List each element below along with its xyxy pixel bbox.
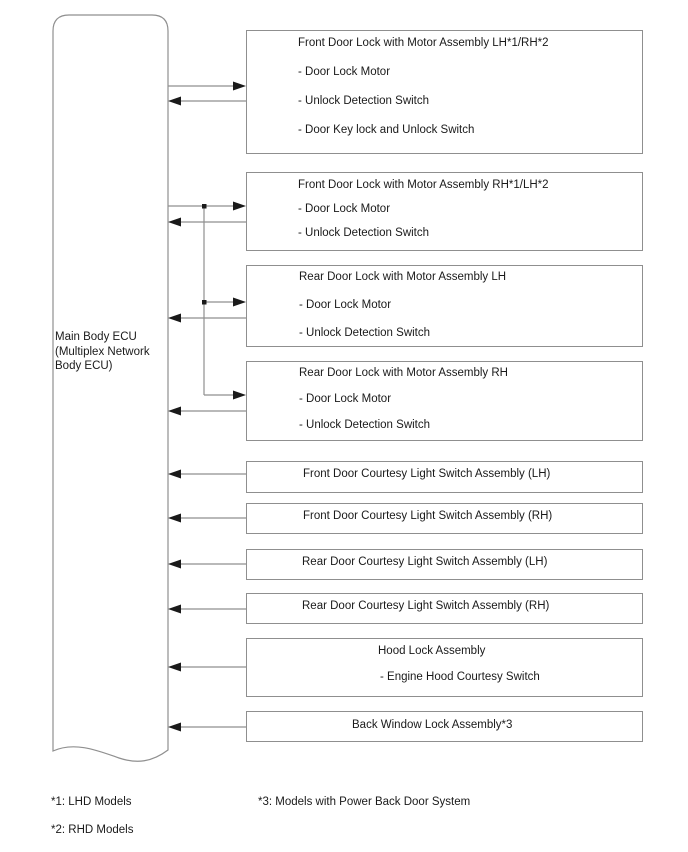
- arrow-left-icon: [168, 97, 181, 106]
- arrow-right-icon: [233, 202, 246, 211]
- box-title: Rear Door Lock with Motor Assembly RH: [299, 367, 508, 379]
- box-title: Hood Lock Assembly: [378, 645, 486, 657]
- arrow-left-icon: [168, 723, 181, 732]
- box-item: - Unlock Detection Switch: [298, 95, 430, 107]
- box-title: Front Door Courtesy Light Switch Assembly (LH): [303, 468, 551, 480]
- arrow-left-icon: [168, 218, 181, 227]
- arrow-left-icon: [168, 605, 181, 614]
- arrow-left-icon: [168, 470, 181, 479]
- arrow-right-icon: [233, 82, 246, 91]
- box-item: - Door Lock Motor: [298, 66, 391, 78]
- box-item: - Door Lock Motor: [299, 299, 392, 311]
- footnote-power-back-door: *3: Models with Power Back Door System: [258, 796, 471, 808]
- box-item: - Unlock Detection Switch: [298, 227, 430, 239]
- box-item: - Unlock Detection Switch: [299, 419, 431, 431]
- footnote-rhd: *2: RHD Models: [51, 824, 134, 836]
- box-title: Rear Door Courtesy Light Switch Assembly (RH): [302, 600, 550, 612]
- arrow-right-icon: [233, 298, 246, 307]
- box-title: Front Door Lock with Motor Assembly LH*1/RH*2: [298, 37, 549, 49]
- box-front-door-courtesy-switch-rh: [246, 503, 643, 534]
- box-rear-door-lock-motor-rh: [246, 361, 643, 441]
- box-title: Rear Door Courtesy Light Switch Assembly (LH): [302, 556, 548, 568]
- junction-dot: [202, 204, 207, 209]
- footnote-lhd: *1: LHD Models: [51, 796, 132, 808]
- box-rear-door-lock-motor-lh: [246, 265, 643, 347]
- box-title: Rear Door Lock with Motor Assembly LH: [299, 271, 507, 283]
- ecu-label-line: Body ECU): [55, 360, 113, 372]
- box-item: - Door Lock Motor: [299, 393, 392, 405]
- arrow-left-icon: [168, 514, 181, 523]
- box-item: - Engine Hood Courtesy Switch: [380, 671, 540, 683]
- box-front-door-courtesy-switch-lh: [246, 461, 643, 493]
- box-rear-door-courtesy-switch-lh: [246, 549, 643, 580]
- ecu-label: [55, 330, 167, 374]
- box-item: - Unlock Detection Switch: [299, 327, 431, 339]
- box-item: - Door Lock Motor: [298, 203, 391, 215]
- arrow-left-icon: [168, 407, 181, 416]
- box-title: Front Door Courtesy Light Switch Assembly (RH): [303, 510, 553, 522]
- ecu-label-line: Main Body ECU: [55, 331, 137, 343]
- box-rear-door-courtesy-switch-rh: [246, 593, 643, 624]
- box-front-door-lock-motor-rh: [246, 172, 643, 251]
- box-title: Front Door Lock with Motor Assembly RH*1/LH*2: [298, 179, 549, 191]
- box-back-window-lock-assembly: [246, 711, 643, 742]
- box-hood-lock-assembly: [246, 638, 643, 697]
- arrowheads: [168, 82, 246, 732]
- arrow-right-icon: [233, 391, 246, 400]
- connector-lines: [168, 86, 246, 727]
- arrow-left-icon: [168, 560, 181, 569]
- junction-dot: [202, 300, 207, 305]
- box-title: Back Window Lock Assembly*3: [352, 719, 513, 731]
- arrow-left-icon: [168, 663, 181, 672]
- ecu-label-line: (Multiplex Network: [55, 345, 150, 358]
- arrow-left-icon: [168, 314, 181, 323]
- box-item: - Door Key lock and Unlock Switch: [298, 124, 475, 136]
- ecu-shape: [53, 15, 168, 761]
- box-front-door-lock-motor-lh: [246, 30, 643, 154]
